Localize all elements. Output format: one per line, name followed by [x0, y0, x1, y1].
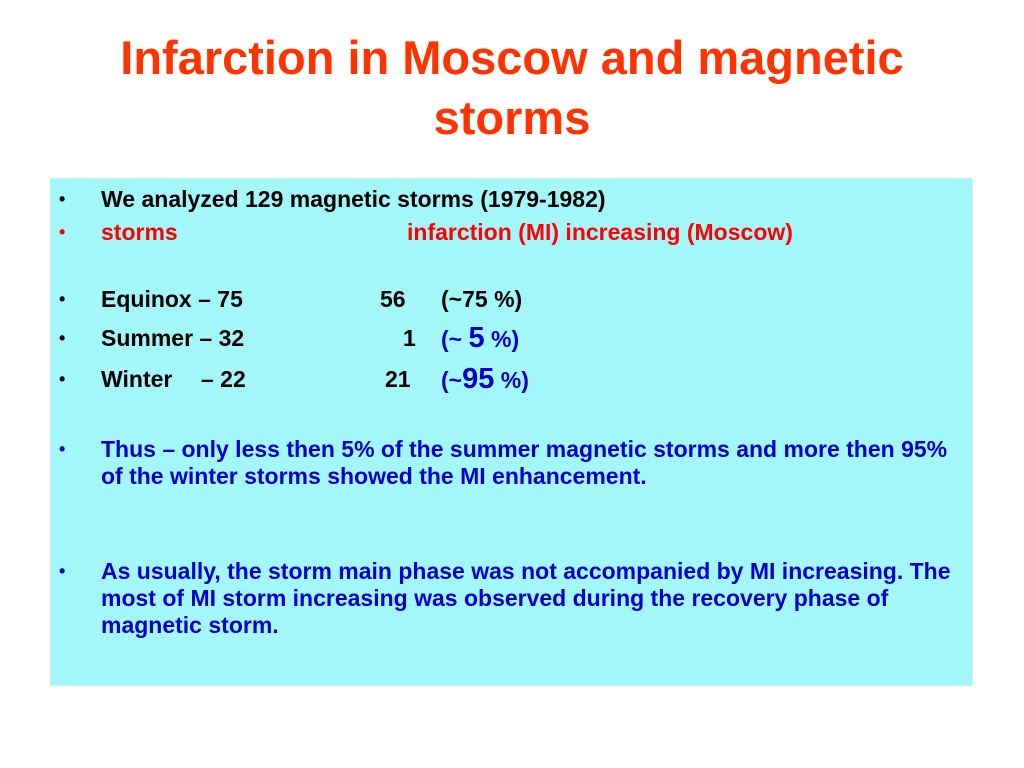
slide-title [0, 28, 1024, 148]
bullet-icon: • [59, 289, 66, 309]
summer-percent [441, 322, 520, 354]
title-line-2: storms [433, 91, 591, 144]
summer-count: 1 [403, 325, 416, 351]
equinox-percent: (~75 %) [441, 286, 523, 312]
title-line-1: Infarction in Moscow and magnetic [120, 31, 904, 84]
winter-count: 21 [385, 366, 411, 392]
winter-pct-open: (~ [441, 367, 463, 393]
bullet-icon: • [59, 189, 66, 209]
thus-text: Thus – only less then 5% of the summer magnetic storms and more then 95% of the winter storms showed the MI enhancement. [101, 436, 948, 489]
bullet-icon: • [59, 561, 66, 581]
equinox-count: 56 [380, 286, 406, 312]
winter-percent [441, 363, 529, 395]
bullet-icon: • [59, 439, 66, 459]
item-text: We analyzed 129 magnetic storms (1979-1982) [101, 186, 606, 212]
storms-label: storms [101, 219, 178, 245]
bullet-icon: • [59, 369, 66, 389]
content-panel [50, 178, 973, 686]
equinox-label: Equinox – 75 [101, 286, 243, 312]
usually-text: As usually, the storm main phase was not accompanied by MI increasing. The most of MI storm increasing was observed during the recovery phase of magnetic storm. [101, 558, 951, 638]
summer-pct-open: (~ [441, 326, 463, 352]
infarction-label: infarction (MI) increasing (Moscow) [407, 219, 793, 245]
summer-pct-close: %) [491, 326, 520, 352]
winter-label: Winter [101, 366, 173, 392]
bullet-icon: • [59, 328, 66, 348]
summer-label: Summer – 32 [101, 325, 245, 351]
winter-pct-close: %) [500, 367, 529, 393]
summer-pct-num: 5 [468, 322, 485, 354]
winter-pct-num: 95 [462, 363, 495, 395]
winter-value: – 22 [201, 366, 246, 392]
bullet-icon: • [59, 222, 66, 242]
